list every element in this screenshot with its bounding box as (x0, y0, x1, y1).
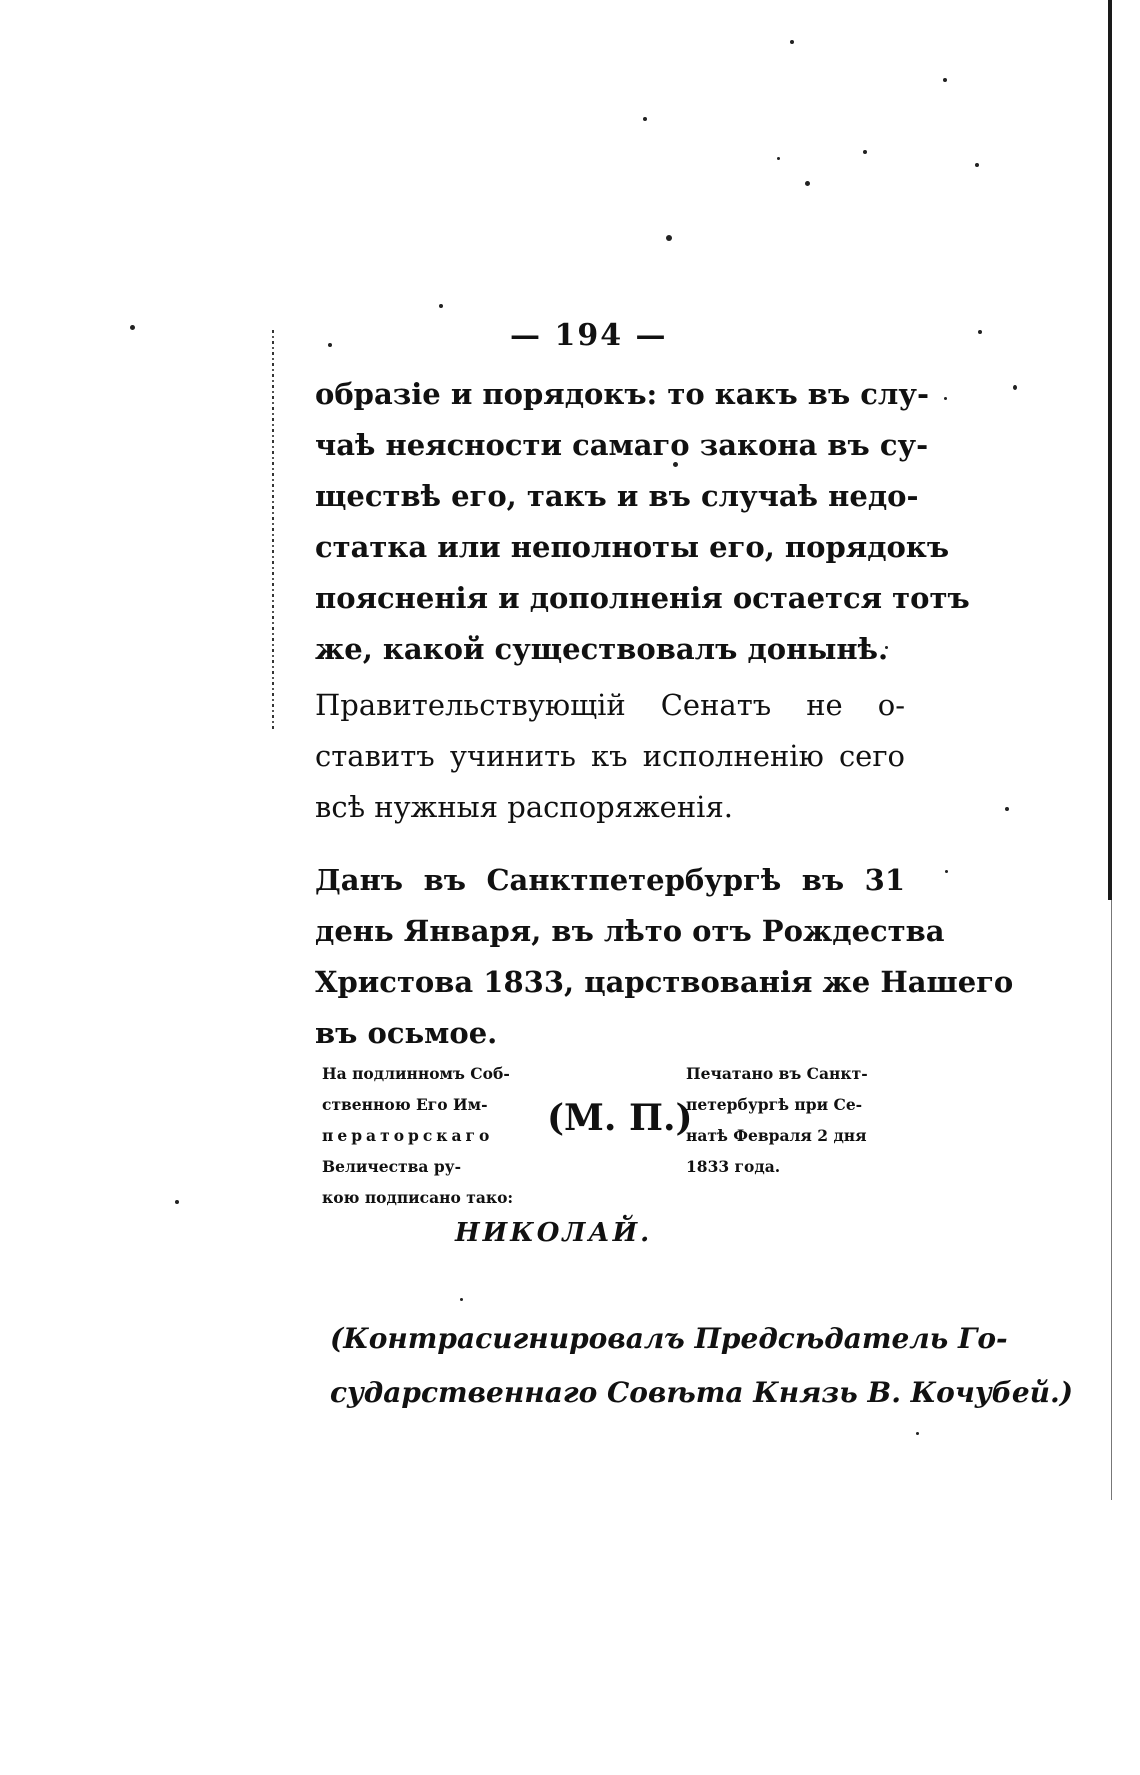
text-line: статка или неполноты его, порядокъ (315, 530, 950, 564)
countersignature (330, 1312, 1073, 1420)
imperial-signature: НИКОЛАЙ. (455, 1218, 653, 1248)
text-line: день Января, въ лѣто отъ Рождества (315, 914, 945, 948)
page-edge-line (1111, 900, 1112, 1500)
text-line: поясненія и дополненія остается тотъ (315, 581, 970, 615)
note-line: петербургѣ при Се- (686, 1095, 863, 1114)
scan-speck (439, 304, 443, 308)
original-signed-note (322, 1058, 542, 1213)
scan-speck (943, 78, 947, 82)
scan-speck (666, 235, 672, 241)
scan-speck (978, 330, 982, 334)
text-line: ставитъ учинить къ исполненію сего (315, 739, 905, 773)
note-line: кою подписано тако: (322, 1188, 514, 1207)
scan-speck (1013, 385, 1017, 390)
paragraph-senate (315, 680, 905, 833)
scan-speck (643, 117, 647, 121)
scan-speck (790, 40, 794, 44)
note-line: натѣ Февраля 2 дня (686, 1126, 867, 1145)
scan-speck (975, 163, 979, 167)
page-edge-shadow (1108, 0, 1112, 900)
paragraph-date (315, 855, 1014, 1059)
scan-speck (916, 1432, 919, 1435)
scan-speck (460, 1298, 463, 1301)
scan-speck (1005, 807, 1009, 811)
text-line: Данъ въ Санктпетербургѣ въ 31 (315, 863, 905, 897)
note-line: Величества ру- (322, 1157, 462, 1176)
margin-stitch-mark (272, 330, 274, 730)
text-line: Правительствующій Сенатъ не о- (315, 688, 905, 722)
text-line: (Контрасигнировалъ Предсѣдатель Го- (330, 1322, 1008, 1355)
scan-speck (944, 397, 947, 400)
note-line: Печатано въ Санкт- (686, 1064, 868, 1083)
note-line: 1833 года. (686, 1157, 781, 1176)
note-line: ператорскаго (322, 1126, 494, 1145)
scan-speck (328, 343, 332, 347)
note-line: ственною Его Им- (322, 1095, 488, 1114)
scan-speck (805, 181, 810, 186)
scan-speck (130, 325, 135, 330)
text-line: ществѣ его, такъ и въ случаѣ недо- (315, 479, 919, 513)
text-line: чаѣ неясности самаго закона въ су- (315, 428, 929, 462)
text-line: всѣ нужныя распоряженія. (315, 790, 733, 824)
text-line: же, какой существовалъ донынѣ. (315, 632, 889, 666)
scan-speck (945, 870, 948, 873)
text-line: сударственнаго Совѣта Князь В. Кочубей.) (330, 1376, 1073, 1409)
paragraph-procedure (315, 369, 970, 675)
scan-speck (777, 157, 780, 160)
scan-speck (863, 150, 867, 154)
seal-place-mark: (М. П.) (547, 1097, 693, 1139)
text-line: въ осьмое. (315, 1016, 498, 1050)
text-line: Христова 1833, царствованія же Нашего (315, 965, 1014, 999)
printing-note (686, 1058, 916, 1182)
note-line: На подлинномъ Соб- (322, 1064, 510, 1083)
page-number: — 194 — (510, 318, 668, 353)
scan-speck (175, 1200, 179, 1204)
text-line: образіе и порядокъ: то какъ въ слу- (315, 377, 929, 411)
